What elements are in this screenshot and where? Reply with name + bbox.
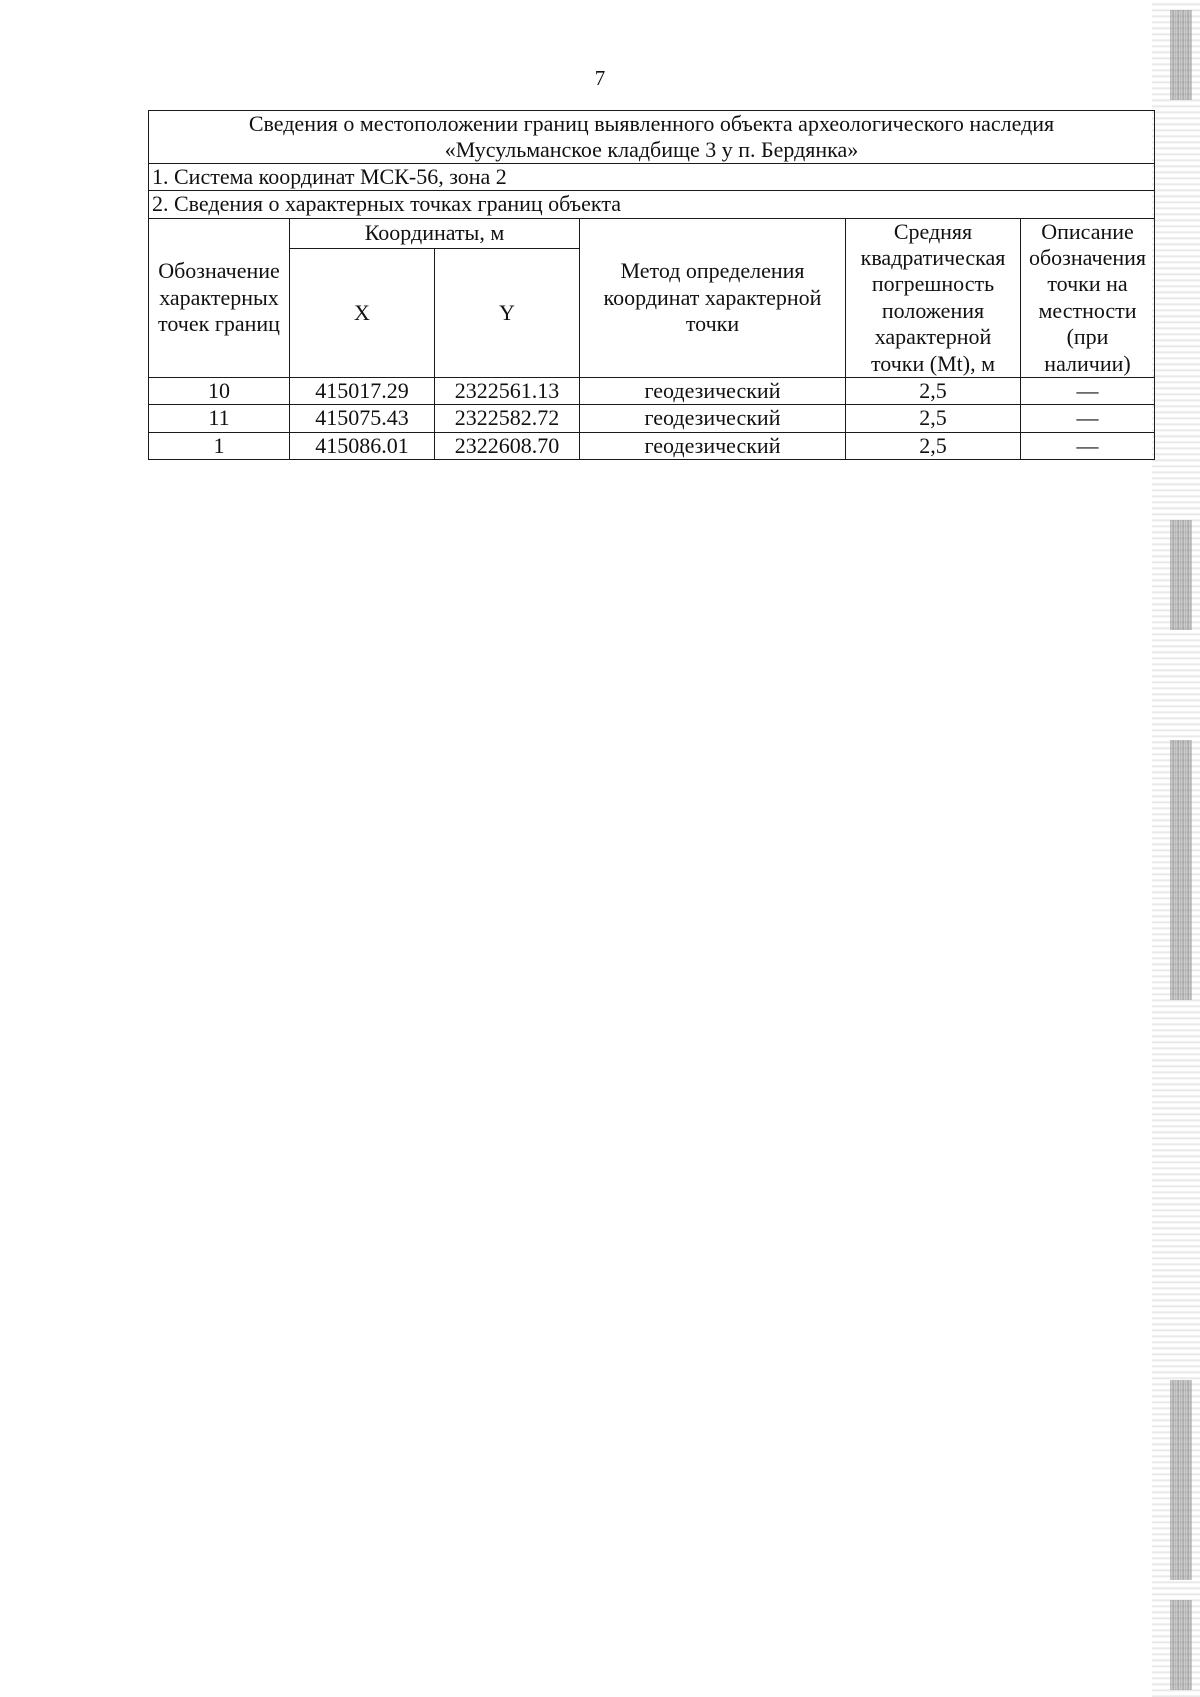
table-title-line-2: «Мусульманское кладбище 3 у п. Бердянка»	[444, 136, 859, 162]
cell-x: 415017.29	[290, 378, 435, 405]
cell-y: 2322561.13	[435, 378, 580, 405]
table-row	[149, 378, 1155, 405]
cell-point: 11	[149, 405, 290, 432]
header-error: Средняя квадратическая погрешность положения характерной точки (Mt), м	[846, 218, 1021, 377]
cell-x: 415086.01	[290, 432, 435, 459]
cell-y: 2322608.70	[435, 432, 580, 459]
cell-point: 1	[149, 432, 290, 459]
cell-method: геодезический	[580, 432, 846, 459]
header-method: Метод определения координат характерной точки	[580, 218, 846, 377]
header-point-designation: Обозначение характерных точек границ	[149, 218, 290, 377]
cell-method: геодезический	[580, 378, 846, 405]
cell-description: —	[1021, 432, 1155, 459]
cell-x: 415075.43	[290, 405, 435, 432]
page-number: 7	[594, 66, 606, 90]
scan-noise-band	[1170, 10, 1192, 100]
cell-error: 2,5	[846, 432, 1021, 459]
table-title	[149, 111, 1155, 164]
table-title-line-1: Сведения о местоположении границ выявленного объекта археологического наследия	[248, 111, 1055, 136]
cell-description: —	[1021, 378, 1155, 405]
scan-noise-band	[1170, 1600, 1192, 1690]
table-row	[149, 432, 1155, 459]
header-x: X	[290, 249, 435, 378]
scan-noise-band	[1170, 1380, 1192, 1580]
cell-point: 10	[149, 378, 290, 405]
points-section-row: 2. Сведения о характерных точках границ объекта	[149, 191, 1155, 218]
coordinate-system-row: 1. Система координат МСК-56, зона 2	[149, 163, 1155, 190]
cell-description: —	[1021, 405, 1155, 432]
cell-error: 2,5	[846, 378, 1021, 405]
cell-method: геодезический	[580, 405, 846, 432]
header-description: Описание обозначения точки на местности (при наличии)	[1021, 218, 1155, 377]
cell-y: 2322582.72	[435, 405, 580, 432]
scan-noise-band	[1170, 520, 1192, 630]
cell-error: 2,5	[846, 405, 1021, 432]
header-y: Y	[435, 249, 580, 378]
boundary-points-table	[148, 110, 1155, 460]
table-row	[149, 405, 1155, 432]
scan-noise-band	[1170, 740, 1192, 1000]
header-coordinates: Координаты, м	[290, 218, 580, 248]
